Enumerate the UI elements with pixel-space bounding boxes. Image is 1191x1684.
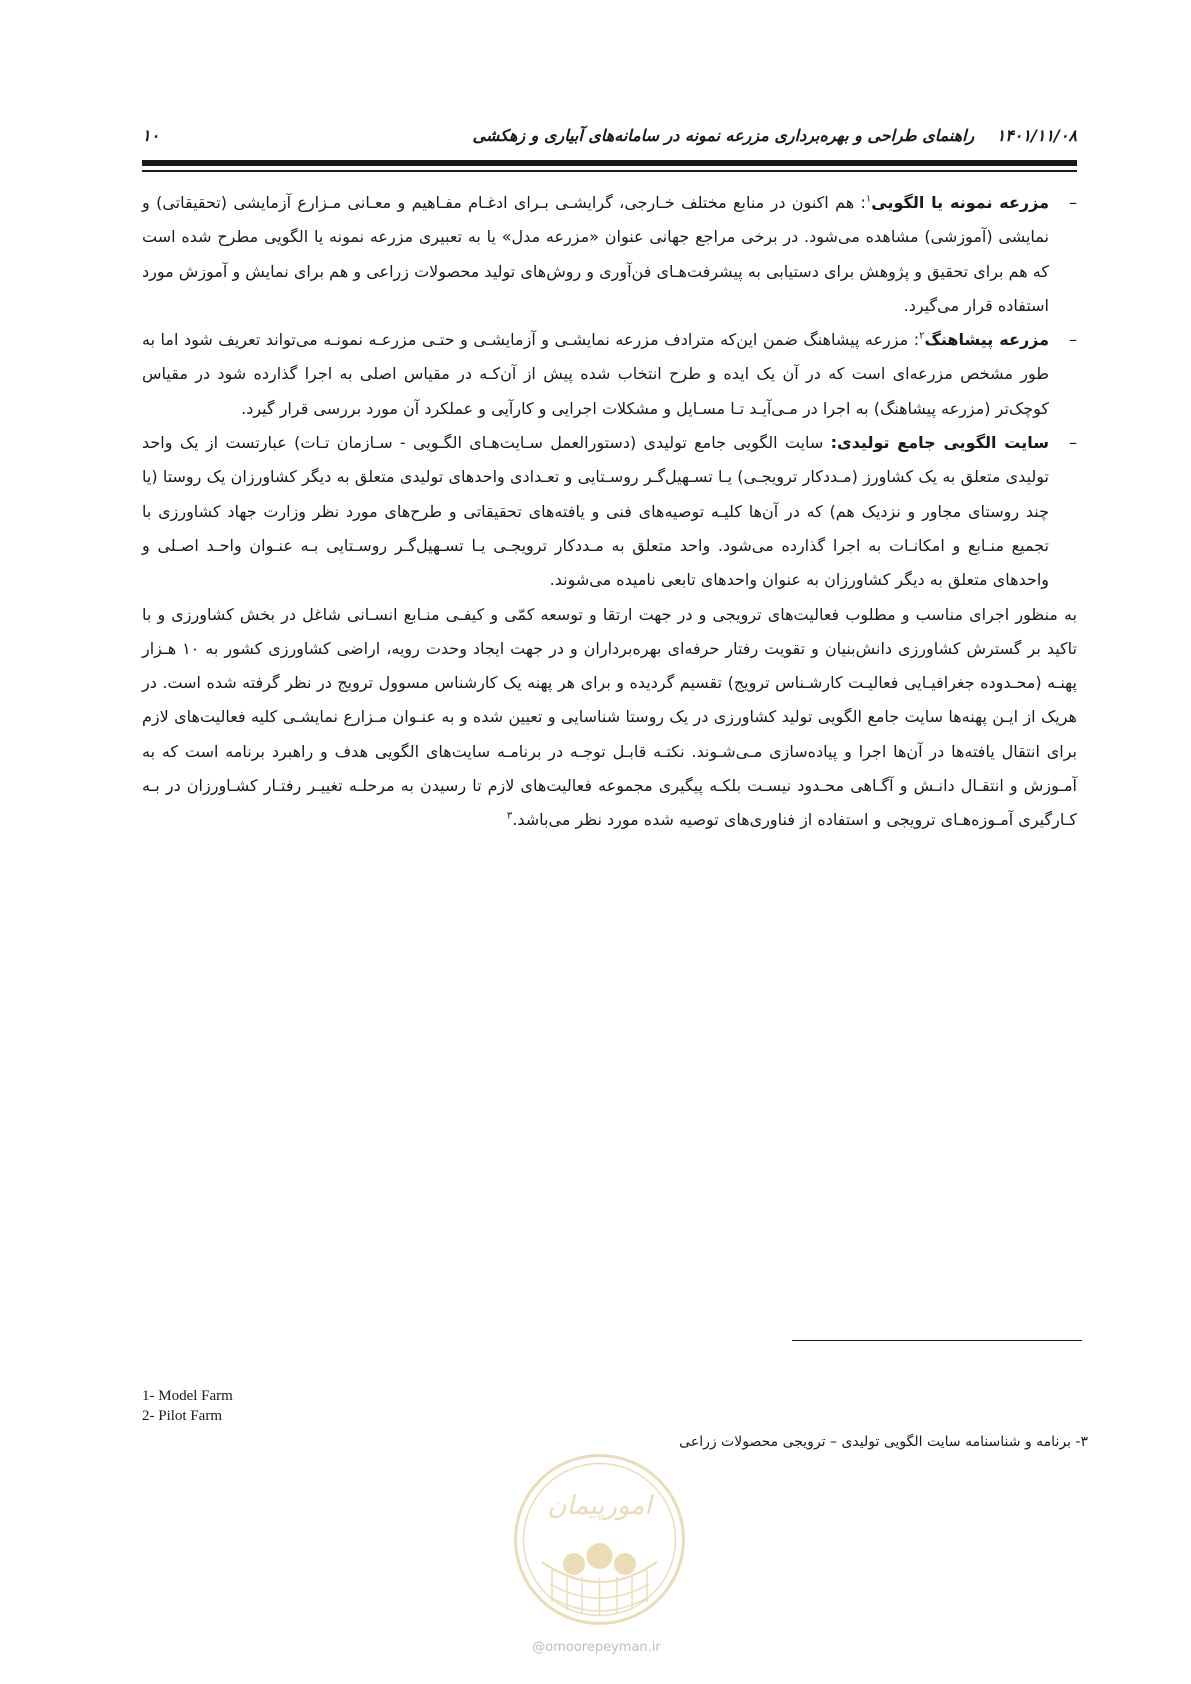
bullet-dash: – (1069, 193, 1077, 212)
paragraph-text: به منظور اجرای مناسب و مطلوب فعالیت‌های ترویجی و در جهت ارتقا و توسعه کمّی و کیفـی منـابع انسـانی شاغل در بخش کشاورزی و با تاکید بر گسترش کشاورزی دانش‌بنیان و تقویت رفتار حرفه‌ای بهره‌برداران و در جهت ایجاد وحدت رویه، اراضی کشاورزی کشور به ۱۰ هـزار پهنـه (محـدوده جغرافیـایی فعالیـت کارشـناس ترویج) تقسیم گردیده و برای هر پهنه یک کارشناس مسوول ترویج در نظر گرفته شده است. در هریک از ایـن پهنه‌ها سایت جامع الگویی تولید کشاورزی در یک روستا شناسایی و تعیین شده و به عنـوان مـزارع نمایشـی کلیه فعالیت‌های لازم برای انتقال یافته‌ها در آن‌ها اجرا و پیاده‌سازی مـی‌شـوند. نکتـه قابـل توجـه در برنامـه سایت‌های الگویی هدف و راهبرد برنامه است که به آمـوزش و انتقـال دانـش و آگـاهی محـدود نیسـت بلکـه پیگیری مجموعه فعالیت‌های لازم تا رسیدن به مرحلـه تغییـر رفتـار کشـاورزان در بـه کـارگیری آمـوزه‌هـای ترویجی و استفاده از فناوری‌های توصیه شده مورد نظر می‌باشد. (142, 604, 1077, 830)
footnotes-english (142, 1386, 233, 1426)
footnote-1: 1- Model Farm (142, 1388, 233, 1404)
watermark-url: @omoorepeyman.ir (532, 1640, 661, 1655)
footnote-ref-2: ۲ (919, 330, 925, 342)
footnote-3: ۳- برنامه و شناسنامه سایت الگویی تولیدی – ترویجی محصولات زراعی (679, 1434, 1088, 1450)
term-production-site: سایت الگویی جامع تولیدی: (830, 433, 1049, 453)
main-content (142, 186, 1077, 838)
header-rule-thin (142, 170, 1077, 172)
page-number: ۱۰ (142, 126, 160, 145)
bullet-dash: – (1069, 433, 1077, 453)
footnote-separator (792, 1340, 1082, 1341)
definition-model-farm: : هم اکنون در منابع مختلف خـارجی، گرایشـی بـرای ادغـام مفـاهیم و معـانی مـزارع آزمایشی (تحقیقاتی) و نمایشی (آموزشی) مشاهده می‌شود. در برخی مراجع جهانی عنوان «مزرعه مدل» یا به تعبیری مزرعه نمونه یا الگویی مطرح شده است که هم برای تحقیق و پژوهش برای دستیابی به پیشرفت‌هـای فن‌آوری و روش‌های تولید محصولات زراعی و هم برای نمایش و آموزش مورد استفاده قرار می‌گیرد. (142, 193, 1049, 315)
definition-pilot-farm: : مزرعه پیشاهنگ ضمن این‌که مترادف مزرعه نمایشـی و آزمایشـی و حتـی مزرعـه نمونـه می‌تواند تعریف شود اما به طور مشخص مزرعه‌ای است که در آن یک ایده و طرح انتخاب شده پیش از آن‌کـه در مقیاس اصلی به اجرا گذارده شود در مقیاس کوچک‌تر (مزرعه پیشاهنگ) به اجرا در مـی‌آیـد تـا مسـایل و مشکلات اجرایی و کارآیی و عملکرد آن مورد بررسی قرار گیرد. (142, 330, 1049, 418)
running-title (473, 126, 1078, 145)
bullet-production-site (142, 426, 1077, 597)
footnote-ref-1: ۱ (865, 193, 872, 205)
header-date: ۱۴۰۱/۱۱/۰۸ (996, 126, 1077, 145)
watermark-logo-text: امورپیمان (547, 1491, 652, 1521)
term-model-farm: مزرعه نمونه یا الگویی (871, 193, 1050, 212)
header-rule-thick (142, 160, 1077, 166)
bullet-pilot-farm (142, 323, 1077, 426)
footnote-ref-3: ۳ (506, 811, 513, 823)
bullet-dash: – (1069, 330, 1077, 350)
page-header (142, 126, 1077, 148)
watermark-logo (512, 1452, 687, 1627)
bullet-model-farm (142, 186, 1077, 323)
definition-production-site: سایت الگویی جامع تولیدی (دستورالعمل سـایت‌هـای الگـویی - سـازمان تـات) عبارتست از یک واحد تولیدی متعلق به یک کشاورز (مـددکار ترویجـی) یـا تسـهیل‌گـر روسـتایی و تعـدادی واحدهای تولیدی متعلق به دیگر کشاورزان یک روستا (یا چند روستای مجاور و نزدیک هم) که در آن‌ها کلیـه توصیه‌های فنی و یافته‌های تحقیقاتی و طرح‌های مورد نظر وزارت جهاد کشاورزی با تجمیع منـابع و امکانـات به اجرا گذارده می‌شود. واحد متعلق به مـددکار ترویجـی یـا تسـهیل‌گـر روسـتایی بـه عنـوان واحـد اصـلی و واحدهای متعلق به دیگر کشاورزان به عنوان واحدهای تابعی نامیده می‌شوند. (142, 433, 1049, 590)
header-title: راهنمای طراحی و بهره‌برداری مزرعه نمونه در سامانه‌های آبیاری و زهکشی (472, 126, 975, 145)
footnote-2: 2- Pilot Farm (142, 1408, 223, 1424)
body-paragraph (142, 598, 1077, 838)
term-pilot-farm: مزرعه پیشاهنگ (924, 330, 1050, 350)
